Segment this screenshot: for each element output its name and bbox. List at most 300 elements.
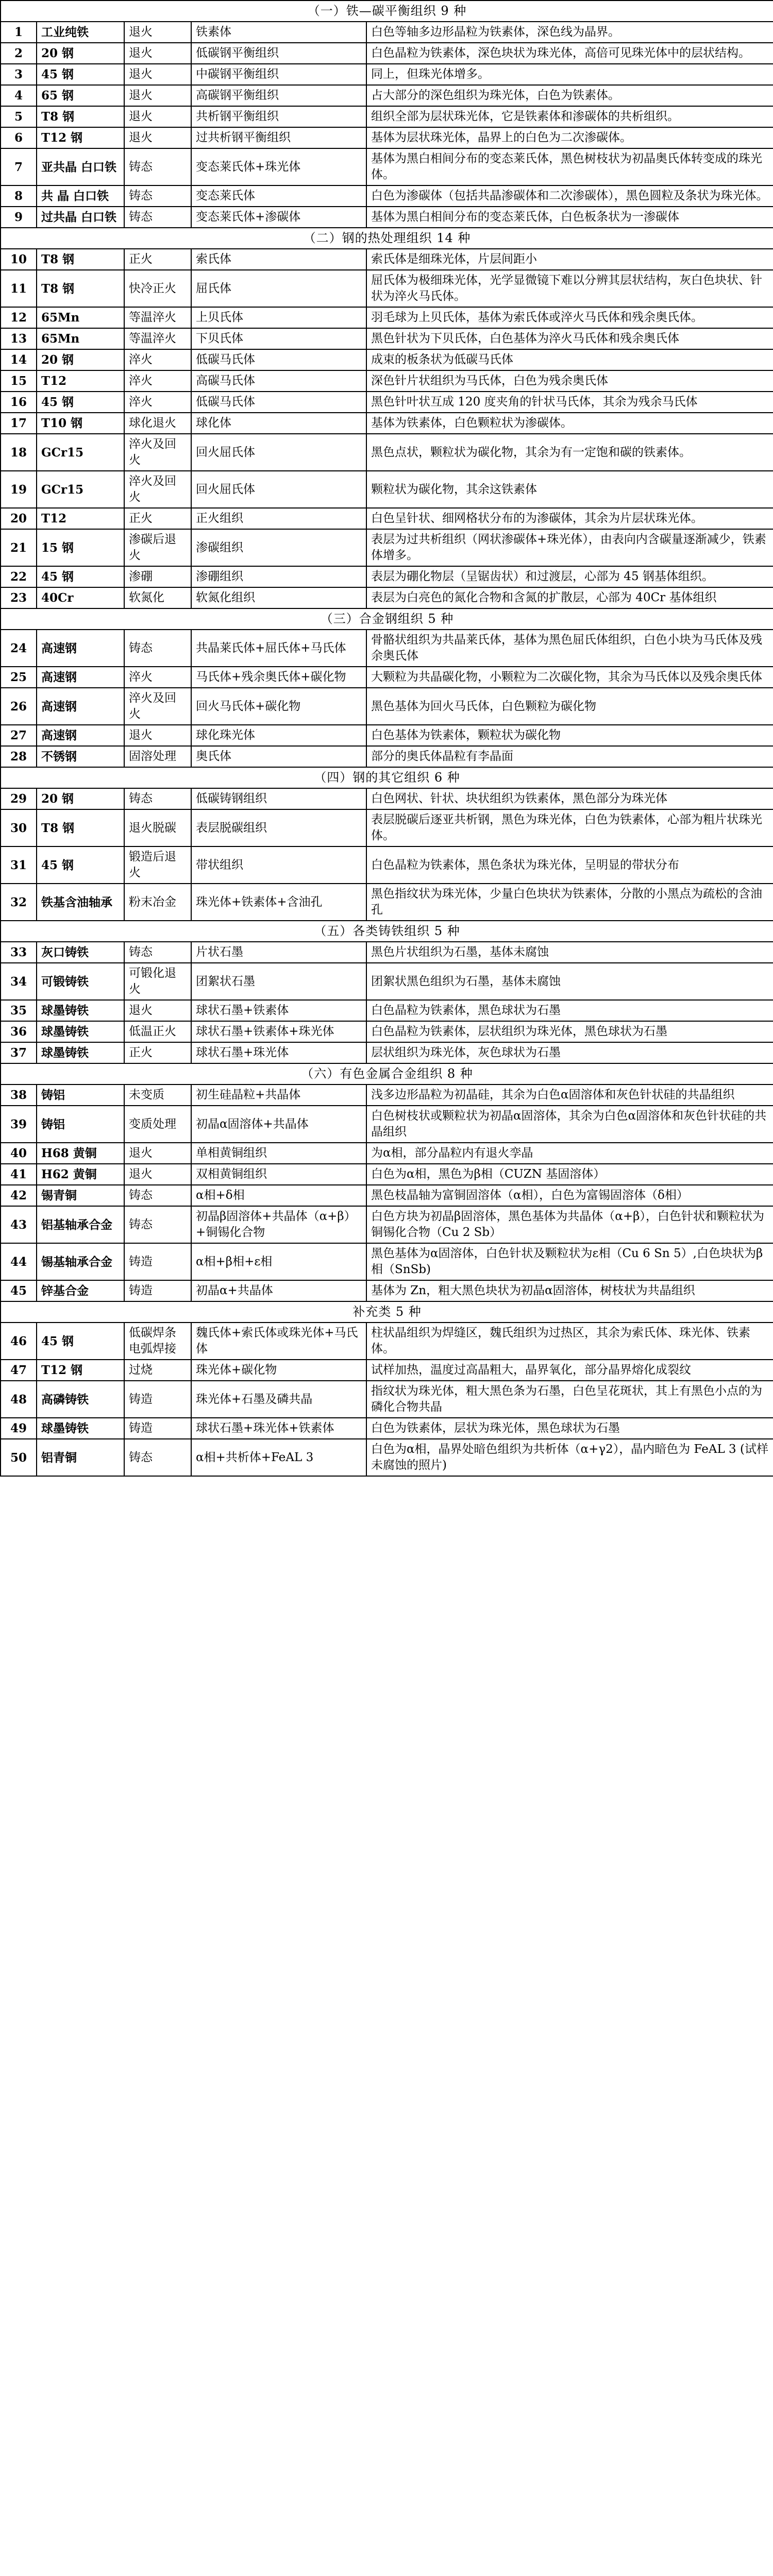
- structure-cell: 渗碳组织: [191, 529, 366, 566]
- table-row: [1, 413, 773, 434]
- process-cell: 铸态: [124, 148, 191, 185]
- row-number: 13: [1, 328, 37, 349]
- description-cell: 为α相，部分晶粒内有退火孪晶: [366, 1143, 773, 1164]
- process-cell: 可锻化退火: [124, 963, 191, 1000]
- table-row: [1, 529, 773, 566]
- description-cell: 白色晶粒为铁素体，黑色球状为石墨: [366, 1000, 773, 1021]
- table-row: [1, 667, 773, 688]
- material-cell: 锡青铜: [37, 1185, 124, 1206]
- process-cell: 铸造: [124, 1381, 191, 1418]
- process-cell: 渗碳后退火: [124, 529, 191, 566]
- process-cell: 球化退火: [124, 413, 191, 434]
- row-number: 6: [1, 127, 37, 148]
- structure-cell: 表层脱碳组织: [191, 809, 366, 846]
- structure-cell: 回火屈氏体: [191, 471, 366, 508]
- table-row: [1, 688, 773, 725]
- process-cell: 低碳焊条电弧焊接: [124, 1323, 191, 1360]
- row-number: 49: [1, 1418, 37, 1439]
- section-title: （二）钢的热处理组织 14 种: [1, 228, 773, 249]
- structure-cell: 珠光体+碳化物: [191, 1360, 366, 1381]
- table-row: [1, 1280, 773, 1301]
- structure-cell: α相+β相+ε相: [191, 1243, 366, 1280]
- description-cell: 白色晶粒为铁素体，层状组织为珠光体，黑色球状为石墨: [366, 1021, 773, 1042]
- description-cell: 层状组织为珠光体，灰色球状为石墨: [366, 1042, 773, 1063]
- process-cell: 退火: [124, 127, 191, 148]
- section-header-row: [1, 921, 773, 942]
- material-cell: 40Cr: [37, 587, 124, 608]
- structure-cell: 低碳马氏体: [191, 349, 366, 370]
- structure-cell: 球状石墨+珠光体+铁素体: [191, 1418, 366, 1439]
- process-cell: 淬火及回火: [124, 688, 191, 725]
- process-cell: 过烧: [124, 1360, 191, 1381]
- description-cell: 基体为 Zn，粗大黑色块状为初晶α固溶体，树枝状为共晶组织: [366, 1280, 773, 1301]
- structure-cell: 变态莱氏体+渗碳体: [191, 207, 366, 228]
- structure-cell: 球化体: [191, 413, 366, 434]
- process-cell: 淬火及回火: [124, 471, 191, 508]
- process-cell: 锻造后退火: [124, 846, 191, 884]
- description-cell: 指纹状为珠光体，粗大黑色条为石墨，白色呈花斑状，其上有黑色小点的为磷化合物共晶: [366, 1381, 773, 1418]
- description-cell: 基体为层状珠光体，晶界上的白色为二次渗碳体。: [366, 127, 773, 148]
- description-cell: 黑色片状组织为石墨，基体未腐蚀: [366, 942, 773, 963]
- row-number: 15: [1, 370, 37, 392]
- structure-cell: 低碳铸钢组织: [191, 788, 366, 809]
- description-cell: 骨骼状组织为共晶莱氏体，基体为黑色屈氏体组织，白色小块为马氏体及残余奥氏体: [366, 630, 773, 667]
- structure-cell: 带状组织: [191, 846, 366, 884]
- material-cell: 共 晶 白口铁: [37, 185, 124, 207]
- section-header-row: [1, 767, 773, 788]
- description-cell: 占大部分的深色组织为珠光体，白色为铁素体。: [366, 85, 773, 106]
- structure-cell: 回火马氏体+碳化物: [191, 688, 366, 725]
- structure-cell: 下贝氏体: [191, 328, 366, 349]
- section-header-row: [1, 1063, 773, 1084]
- material-cell: GCr15: [37, 471, 124, 508]
- structure-cell: 双相黄铜组织: [191, 1164, 366, 1185]
- description-cell: 屈氏体为极细珠光体，光学显微镜下难以分辨其层状结构，灰白色块状、针状为淬火马氏体。: [366, 270, 773, 307]
- structure-cell: 低碳钢平衡组织: [191, 43, 366, 64]
- section-header-row: [1, 608, 773, 630]
- material-cell: T8 钢: [37, 809, 124, 846]
- structure-cell: 正火组织: [191, 508, 366, 529]
- section-header-row: [1, 1301, 773, 1323]
- structure-cell: 低碳马氏体: [191, 392, 366, 413]
- structure-cell: 高碳马氏体: [191, 370, 366, 392]
- table-row: [1, 566, 773, 587]
- structure-cell: 球状石墨+珠光体: [191, 1042, 366, 1063]
- table-row: [1, 1143, 773, 1164]
- table-row: [1, 370, 773, 392]
- structure-cell: 初晶β固溶体+共晶体（α+β）+铜锡化合物: [191, 1206, 366, 1243]
- process-cell: 退火脱碳: [124, 809, 191, 846]
- table-row: [1, 106, 773, 127]
- material-cell: 45 钢: [37, 392, 124, 413]
- material-cell: H68 黄铜: [37, 1143, 124, 1164]
- description-cell: 成束的板条状为低碳马氏体: [366, 349, 773, 370]
- structure-cell: 初晶α+共晶体: [191, 1280, 366, 1301]
- row-number: 14: [1, 349, 37, 370]
- process-cell: 正火: [124, 508, 191, 529]
- row-number: 18: [1, 434, 37, 471]
- material-cell: 铝基轴承合金: [37, 1206, 124, 1243]
- table-row: [1, 1243, 773, 1280]
- description-cell: 白色为α相，黑色为β相（CUZN 基固溶体）: [366, 1164, 773, 1185]
- process-cell: 未变质: [124, 1084, 191, 1106]
- structure-cell: 片状石墨: [191, 942, 366, 963]
- row-number: 8: [1, 185, 37, 207]
- process-cell: 铸态: [124, 1439, 191, 1476]
- material-cell: 过共晶 白口铁: [37, 207, 124, 228]
- process-cell: 退火: [124, 1143, 191, 1164]
- table-row: [1, 942, 773, 963]
- structure-cell: 奥氏体: [191, 746, 366, 767]
- row-number: 41: [1, 1164, 37, 1185]
- structure-cell: 渗硼组织: [191, 566, 366, 587]
- row-number: 38: [1, 1084, 37, 1106]
- description-cell: 索氏体是细珠光体，片层间距小: [366, 249, 773, 270]
- process-cell: 铸造: [124, 1280, 191, 1301]
- description-cell: 基体为黑白相间分布的变态莱氏体，黑色树枝状为初晶奥氏体转变成的珠光体。: [366, 148, 773, 185]
- structure-cell: α相+共析体+FeAL 3: [191, 1439, 366, 1476]
- description-cell: 柱状晶组织为焊缝区，魏氏组织为过热区，其余为索氏体、珠光体、铁素体。: [366, 1323, 773, 1360]
- description-cell: 同上，但珠光体增多。: [366, 64, 773, 85]
- section-title: （五）各类铸铁组织 5 种: [1, 921, 773, 942]
- description-cell: 白色为α相，晶界处暗色组织为共析体（α+γ2），晶内暗色为 FeAL 3 (试样未腐蚀的照片): [366, 1439, 773, 1476]
- table-row: [1, 587, 773, 608]
- table-row: [1, 270, 773, 307]
- section-header-row: [1, 228, 773, 249]
- structure-cell: 马氏体+残余奥氏体+碳化物: [191, 667, 366, 688]
- structure-cell: 球化珠光体: [191, 725, 366, 746]
- material-cell: 高速钢: [37, 630, 124, 667]
- description-cell: 部分的奥氏体晶粒有李晶面: [366, 746, 773, 767]
- row-number: 3: [1, 64, 37, 85]
- material-cell: 不锈钢: [37, 746, 124, 767]
- row-number: 29: [1, 788, 37, 809]
- process-cell: 变质处理: [124, 1106, 191, 1143]
- process-cell: 渗硼: [124, 566, 191, 587]
- table-row: [1, 1000, 773, 1021]
- description-cell: 组织全部为层状珠光体，它是铁素体和渗碳体的共析组织。: [366, 106, 773, 127]
- description-cell: 表层脱碳后逐亚共析钢，黑色为珠光体，白色为铁素体，心部为粗片状珠光体。: [366, 809, 773, 846]
- row-number: 30: [1, 809, 37, 846]
- material-cell: 45 钢: [37, 846, 124, 884]
- description-cell: 表层为过共析组织（网状渗碳体+珠光体），由表向内含碳量逐渐减少，铁素体增多。: [366, 529, 773, 566]
- table-row: [1, 746, 773, 767]
- process-cell: 铸造: [124, 1243, 191, 1280]
- table-row: [1, 1418, 773, 1439]
- row-number: 36: [1, 1021, 37, 1042]
- description-cell: 基体为铁素体，白色颗粒状为渗碳体。: [366, 413, 773, 434]
- row-number: 23: [1, 587, 37, 608]
- process-cell: 铸态: [124, 185, 191, 207]
- material-cell: 球墨铸铁: [37, 1000, 124, 1021]
- table-row: [1, 1021, 773, 1042]
- material-cell: 球墨铸铁: [37, 1418, 124, 1439]
- structure-cell: 上贝氏体: [191, 307, 366, 328]
- row-number: 34: [1, 963, 37, 1000]
- row-number: 22: [1, 566, 37, 587]
- table-row: [1, 249, 773, 270]
- process-cell: 退火: [124, 1000, 191, 1021]
- structure-cell: 铁素体: [191, 22, 366, 43]
- process-cell: 固溶处理: [124, 746, 191, 767]
- process-cell: 正火: [124, 249, 191, 270]
- table-body: [1, 1, 773, 1476]
- row-number: 4: [1, 85, 37, 106]
- table-row: [1, 963, 773, 1000]
- material-cell: 球墨铸铁: [37, 1042, 124, 1063]
- material-cell: T8 钢: [37, 270, 124, 307]
- section-title: 补充类 5 种: [1, 1301, 773, 1323]
- description-cell: 浅多边形晶粒为初晶硅，其余为白色α固溶体和灰色针状硅的共晶组织: [366, 1084, 773, 1106]
- material-cell: 锡基轴承合金: [37, 1243, 124, 1280]
- process-cell: 软氮化: [124, 587, 191, 608]
- process-cell: 快冷正火: [124, 270, 191, 307]
- material-cell: T8 钢: [37, 249, 124, 270]
- structure-cell: 索氏体: [191, 249, 366, 270]
- row-number: 50: [1, 1439, 37, 1476]
- row-number: 39: [1, 1106, 37, 1143]
- row-number: 1: [1, 22, 37, 43]
- material-cell: 高速钢: [37, 667, 124, 688]
- process-cell: 铸态: [124, 1206, 191, 1243]
- description-cell: 黑色基体为回火马氏体，白色颗粒为碳化物: [366, 688, 773, 725]
- structure-cell: 过共析钢平衡组织: [191, 127, 366, 148]
- table-row: [1, 64, 773, 85]
- material-cell: 铸铝: [37, 1106, 124, 1143]
- structure-cell: 团絮状石墨: [191, 963, 366, 1000]
- process-cell: 铸造: [124, 1418, 191, 1439]
- structure-cell: 回火屈氏体: [191, 434, 366, 471]
- description-cell: 白色为渗碳体（包括共晶渗碳体和二次渗碳体），黑色圆粒及条状为珠光体。: [366, 185, 773, 207]
- table-row: [1, 1084, 773, 1106]
- description-cell: 黑色点状，颗粒状为碳化物，其余为有一定饱和碳的铁素体。: [366, 434, 773, 471]
- table-row: [1, 725, 773, 746]
- process-cell: 低温正火: [124, 1021, 191, 1042]
- table-row: [1, 1360, 773, 1381]
- material-cell: 65Mn: [37, 307, 124, 328]
- process-cell: 退火: [124, 85, 191, 106]
- table-row: [1, 349, 773, 370]
- process-cell: 退火: [124, 22, 191, 43]
- process-cell: 等温淬火: [124, 328, 191, 349]
- structure-cell: 变态莱氏体+珠光体: [191, 148, 366, 185]
- table-row: [1, 1042, 773, 1063]
- structure-cell: 高碳钢平衡组织: [191, 85, 366, 106]
- section-title: （四）钢的其它组织 6 种: [1, 767, 773, 788]
- structure-cell: 软氮化组织: [191, 587, 366, 608]
- row-number: 32: [1, 884, 37, 921]
- structure-cell: 球状石墨+铁素体+珠光体: [191, 1021, 366, 1042]
- table-row: [1, 508, 773, 529]
- row-number: 35: [1, 1000, 37, 1021]
- material-cell: 20 钢: [37, 788, 124, 809]
- description-cell: 团絮状黑色组织为石墨，基体未腐蚀: [366, 963, 773, 1000]
- material-cell: 工业纯铁: [37, 22, 124, 43]
- material-cell: 20 钢: [37, 43, 124, 64]
- description-cell: 颗粒状为碳化物，其余这铁素体: [366, 471, 773, 508]
- row-number: 16: [1, 392, 37, 413]
- process-cell: 铸态: [124, 1185, 191, 1206]
- row-number: 21: [1, 529, 37, 566]
- row-number: 20: [1, 508, 37, 529]
- process-cell: 淬火: [124, 667, 191, 688]
- process-cell: 正火: [124, 1042, 191, 1063]
- table-row: [1, 471, 773, 508]
- structure-cell: 共晶莱氏体+屈氏体+马氏体: [191, 630, 366, 667]
- row-number: 19: [1, 471, 37, 508]
- table-row: [1, 1106, 773, 1143]
- row-number: 10: [1, 249, 37, 270]
- process-cell: 淬火及回火: [124, 434, 191, 471]
- section-title: （一）铁—碳平衡组织 9 种: [1, 1, 773, 22]
- material-cell: 高速钢: [37, 688, 124, 725]
- material-cell: T10 钢: [37, 413, 124, 434]
- row-number: 24: [1, 630, 37, 667]
- description-cell: 黑色针叶状互成 120 度夹角的针状马氏体，其余为残余马氏体: [366, 392, 773, 413]
- material-cell: T8 钢: [37, 106, 124, 127]
- table-row: [1, 1185, 773, 1206]
- material-cell: 45 钢: [37, 566, 124, 587]
- description-cell: 黑色针状为下贝氏体，白色基体为淬火马氏体和残余奥氏体: [366, 328, 773, 349]
- description-cell: 基体为黑白相间分布的变态莱氏体，白色板条状为一渗碳体: [366, 207, 773, 228]
- process-cell: 退火: [124, 1164, 191, 1185]
- material-cell: 高磷铸铁: [37, 1381, 124, 1418]
- table-row: [1, 630, 773, 667]
- material-cell: GCr15: [37, 434, 124, 471]
- table-row: [1, 328, 773, 349]
- material-cell: 20 钢: [37, 349, 124, 370]
- row-number: 12: [1, 307, 37, 328]
- table-row: [1, 1439, 773, 1476]
- row-number: 9: [1, 207, 37, 228]
- description-cell: 黑色基体为α固溶体，白色针状及颗粒状为ε相（Cu 6 Sn 5）,白色块状为β相（SnSb): [366, 1243, 773, 1280]
- process-cell: 铸态: [124, 207, 191, 228]
- row-number: 28: [1, 746, 37, 767]
- process-cell: 淬火: [124, 349, 191, 370]
- description-cell: 白色晶粒为铁素体，深色块状为珠光体，高倍可见珠光体中的层状结构。: [366, 43, 773, 64]
- table-row: [1, 207, 773, 228]
- process-cell: 退火: [124, 43, 191, 64]
- description-cell: 试样加热，温度过高晶粗大，晶界氧化，部分晶界熔化成裂纹: [366, 1360, 773, 1381]
- structure-cell: α相+δ相: [191, 1185, 366, 1206]
- row-number: 45: [1, 1280, 37, 1301]
- process-cell: 退火: [124, 725, 191, 746]
- row-number: 11: [1, 270, 37, 307]
- row-number: 2: [1, 43, 37, 64]
- table-row: [1, 846, 773, 884]
- table-row: [1, 85, 773, 106]
- process-cell: 铸态: [124, 942, 191, 963]
- row-number: 7: [1, 148, 37, 185]
- description-cell: 白色方块为初晶β固溶体，黑色基体为共晶体（α+β），白色针状和颗粒状为铜锡化合物（Cu 2 Sb）: [366, 1206, 773, 1243]
- table-row: [1, 434, 773, 471]
- structure-cell: 单相黄铜组织: [191, 1143, 366, 1164]
- description-cell: 白色晶粒为铁素体，黑色条状为珠光体，呈明显的带状分布: [366, 846, 773, 884]
- table-row: [1, 185, 773, 207]
- material-cell: 铁基含油轴承: [37, 884, 124, 921]
- row-number: 42: [1, 1185, 37, 1206]
- table-row: [1, 809, 773, 846]
- description-cell: 白色为铁素体，层状为珠光体，黑色球状为石墨: [366, 1418, 773, 1439]
- structure-cell: 中碳钢平衡组织: [191, 64, 366, 85]
- description-cell: 白色呈针状、细网格状分布的为渗碳体，其余为片层状珠光体。: [366, 508, 773, 529]
- material-cell: T12 钢: [37, 1360, 124, 1381]
- material-cell: 65 钢: [37, 85, 124, 106]
- structure-cell: 球状石墨+铁素体: [191, 1000, 366, 1021]
- material-cell: 铸铝: [37, 1084, 124, 1106]
- description-cell: 表层为白亮色的氮化合物和含氮的扩散层，心部为 40Cr 基体组织: [366, 587, 773, 608]
- material-cell: 铝青铜: [37, 1439, 124, 1476]
- structure-cell: 变态莱氏体: [191, 185, 366, 207]
- structure-cell: 屈氏体: [191, 270, 366, 307]
- table-row: [1, 884, 773, 921]
- process-cell: 粉末冶金: [124, 884, 191, 921]
- structure-cell: 共析钢平衡组织: [191, 106, 366, 127]
- row-number: 5: [1, 106, 37, 127]
- description-cell: 深色针片状组织为马氏体，白色为残余奥氏体: [366, 370, 773, 392]
- structure-cell: 珠光体+铁素体+含油孔: [191, 884, 366, 921]
- description-cell: 大颗粒为共晶碳化物，小颗粒为二次碳化物，其余为马氏体以及残余奥氏体: [366, 667, 773, 688]
- process-cell: 淬火: [124, 370, 191, 392]
- process-cell: 退火: [124, 64, 191, 85]
- material-cell: T12: [37, 508, 124, 529]
- row-number: 48: [1, 1381, 37, 1418]
- material-cell: 灰口铸铁: [37, 942, 124, 963]
- process-cell: 铸态: [124, 788, 191, 809]
- section-title: （三）合金钢组织 5 种: [1, 608, 773, 630]
- row-number: 43: [1, 1206, 37, 1243]
- material-cell: 65Mn: [37, 328, 124, 349]
- description-cell: 白色等轴多边形晶粒为铁素体，深色线为晶界。: [366, 22, 773, 43]
- section-header-row: [1, 1, 773, 22]
- table-row: [1, 22, 773, 43]
- row-number: 27: [1, 725, 37, 746]
- material-cell: 15 钢: [37, 529, 124, 566]
- material-cell: 锌基合金: [37, 1280, 124, 1301]
- table-row: [1, 1164, 773, 1185]
- material-cell: 45 钢: [37, 1323, 124, 1360]
- structure-cell: 魏氏体+索氏体或珠光体+马氏体: [191, 1323, 366, 1360]
- structure-cell: 珠光体+石墨及磷共晶: [191, 1381, 366, 1418]
- row-number: 25: [1, 667, 37, 688]
- process-cell: 等温淬火: [124, 307, 191, 328]
- row-number: 37: [1, 1042, 37, 1063]
- table-row: [1, 788, 773, 809]
- structure-cell: 初晶α固溶体+共晶体: [191, 1106, 366, 1143]
- material-cell: H62 黄铜: [37, 1164, 124, 1185]
- description-cell: 白色树枝状或颗粒状为初晶α固溶体，其余为白色α固溶体和灰色针状硅的共晶组织: [366, 1106, 773, 1143]
- material-cell: T12: [37, 370, 124, 392]
- description-cell: 黑色枝晶轴为富铜固溶体（α相），白色为富锡固溶体（δ相）: [366, 1185, 773, 1206]
- process-cell: 铸态: [124, 630, 191, 667]
- row-number: 47: [1, 1360, 37, 1381]
- description-cell: 黑色指纹状为珠光体，少量白色块状为铁素体，分散的小黑点为疏松的含油孔: [366, 884, 773, 921]
- section-title: （六）有色金属合金组织 8 种: [1, 1063, 773, 1084]
- material-cell: 球墨铸铁: [37, 1021, 124, 1042]
- table-row: [1, 127, 773, 148]
- material-cell: 高速钢: [37, 725, 124, 746]
- row-number: 33: [1, 942, 37, 963]
- table-row: [1, 307, 773, 328]
- process-cell: 淬火: [124, 392, 191, 413]
- table-row: [1, 43, 773, 64]
- row-number: 17: [1, 413, 37, 434]
- row-number: 46: [1, 1323, 37, 1360]
- description-cell: 羽毛球为上贝氏体，基体为索氏体或淬火马氏体和残余奥氏体。: [366, 307, 773, 328]
- material-cell: 可锻铸铁: [37, 963, 124, 1000]
- structure-cell: 初生硅晶粒+共晶体: [191, 1084, 366, 1106]
- table-row: [1, 1323, 773, 1360]
